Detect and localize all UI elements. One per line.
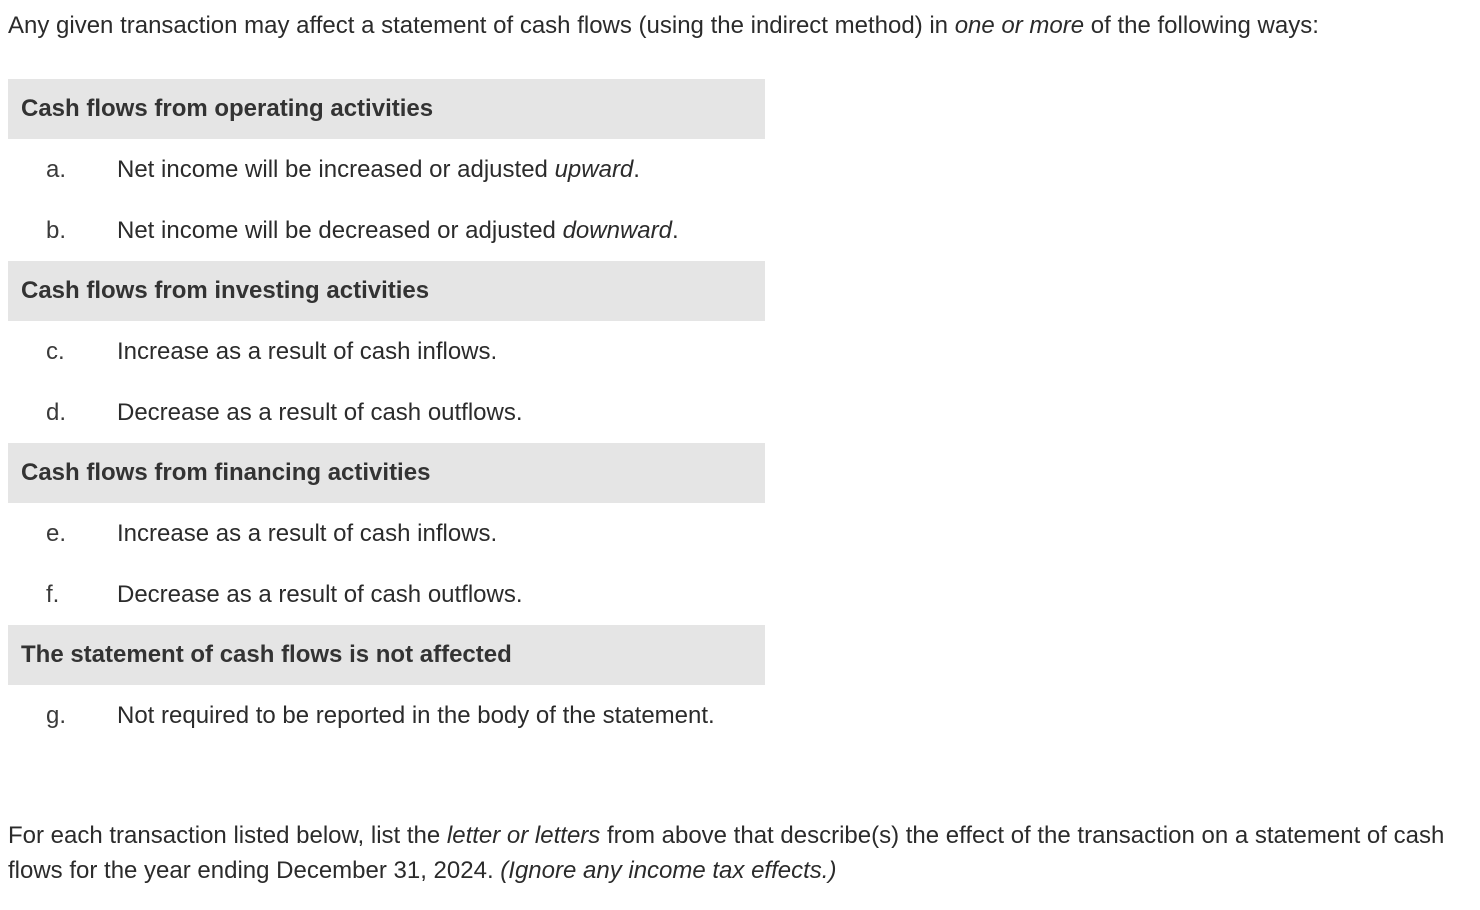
- legend-row-c: [8, 321, 765, 382]
- section-header-financing: Cash flows from financing activities: [8, 443, 765, 503]
- legend-row-g: [8, 685, 765, 746]
- section-header-operating: Cash flows from operating activities: [8, 79, 765, 139]
- outro-text-middle: from above that describe(s) the effect of the transaction on a statement of cash flows for the year ending December 31, 2024.: [8, 822, 1445, 884]
- legend-row-f: [8, 564, 765, 625]
- section-header-investing: Cash flows from investing activities: [8, 261, 765, 321]
- legend-text: Decrease as a result of cash outflows.: [117, 581, 523, 608]
- legend-text: Net income will be increased or adjusted upward.: [117, 156, 640, 183]
- legend-row-d: [8, 382, 765, 443]
- outro-note: (Ignore any income tax effects.): [500, 857, 837, 884]
- legend-row-a: [8, 139, 765, 200]
- outro-emphasis: letter or letters: [446, 822, 601, 849]
- legend-text: Not required to be reported in the body of the statement.: [117, 702, 715, 729]
- intro-text-after: of the following ways:: [1084, 12, 1319, 39]
- effects-legend: [8, 79, 765, 746]
- legend-text: Net income will be decreased or adjusted downward.: [117, 217, 679, 244]
- legend-letter: c.: [46, 338, 65, 365]
- intro-paragraph: [8, 8, 1468, 44]
- legend-text: Decrease as a result of cash outflows.: [117, 399, 523, 426]
- outro-text-before: For each transaction listed below, list the: [8, 822, 447, 849]
- legend-text: Increase as a result of cash inflows.: [117, 520, 498, 547]
- legend-row-e: [8, 503, 765, 564]
- legend-letter: e.: [46, 520, 67, 547]
- legend-letter: d.: [46, 399, 67, 426]
- legend-letter: b.: [46, 217, 67, 244]
- legend-row-b: [8, 200, 765, 261]
- intro-text-before: Any given transaction may affect a statement of cash flows (using the indirect method) in: [8, 12, 955, 39]
- legend-text: Increase as a result of cash inflows.: [117, 338, 498, 365]
- legend-letter: g.: [46, 702, 67, 729]
- section-header-not-affected: The statement of cash flows is not affected: [8, 625, 765, 685]
- legend-letter: a.: [46, 156, 67, 183]
- intro-emphasis: one or more: [954, 12, 1085, 39]
- instructions-paragraph: [8, 818, 1470, 888]
- legend-letter: f.: [46, 581, 60, 608]
